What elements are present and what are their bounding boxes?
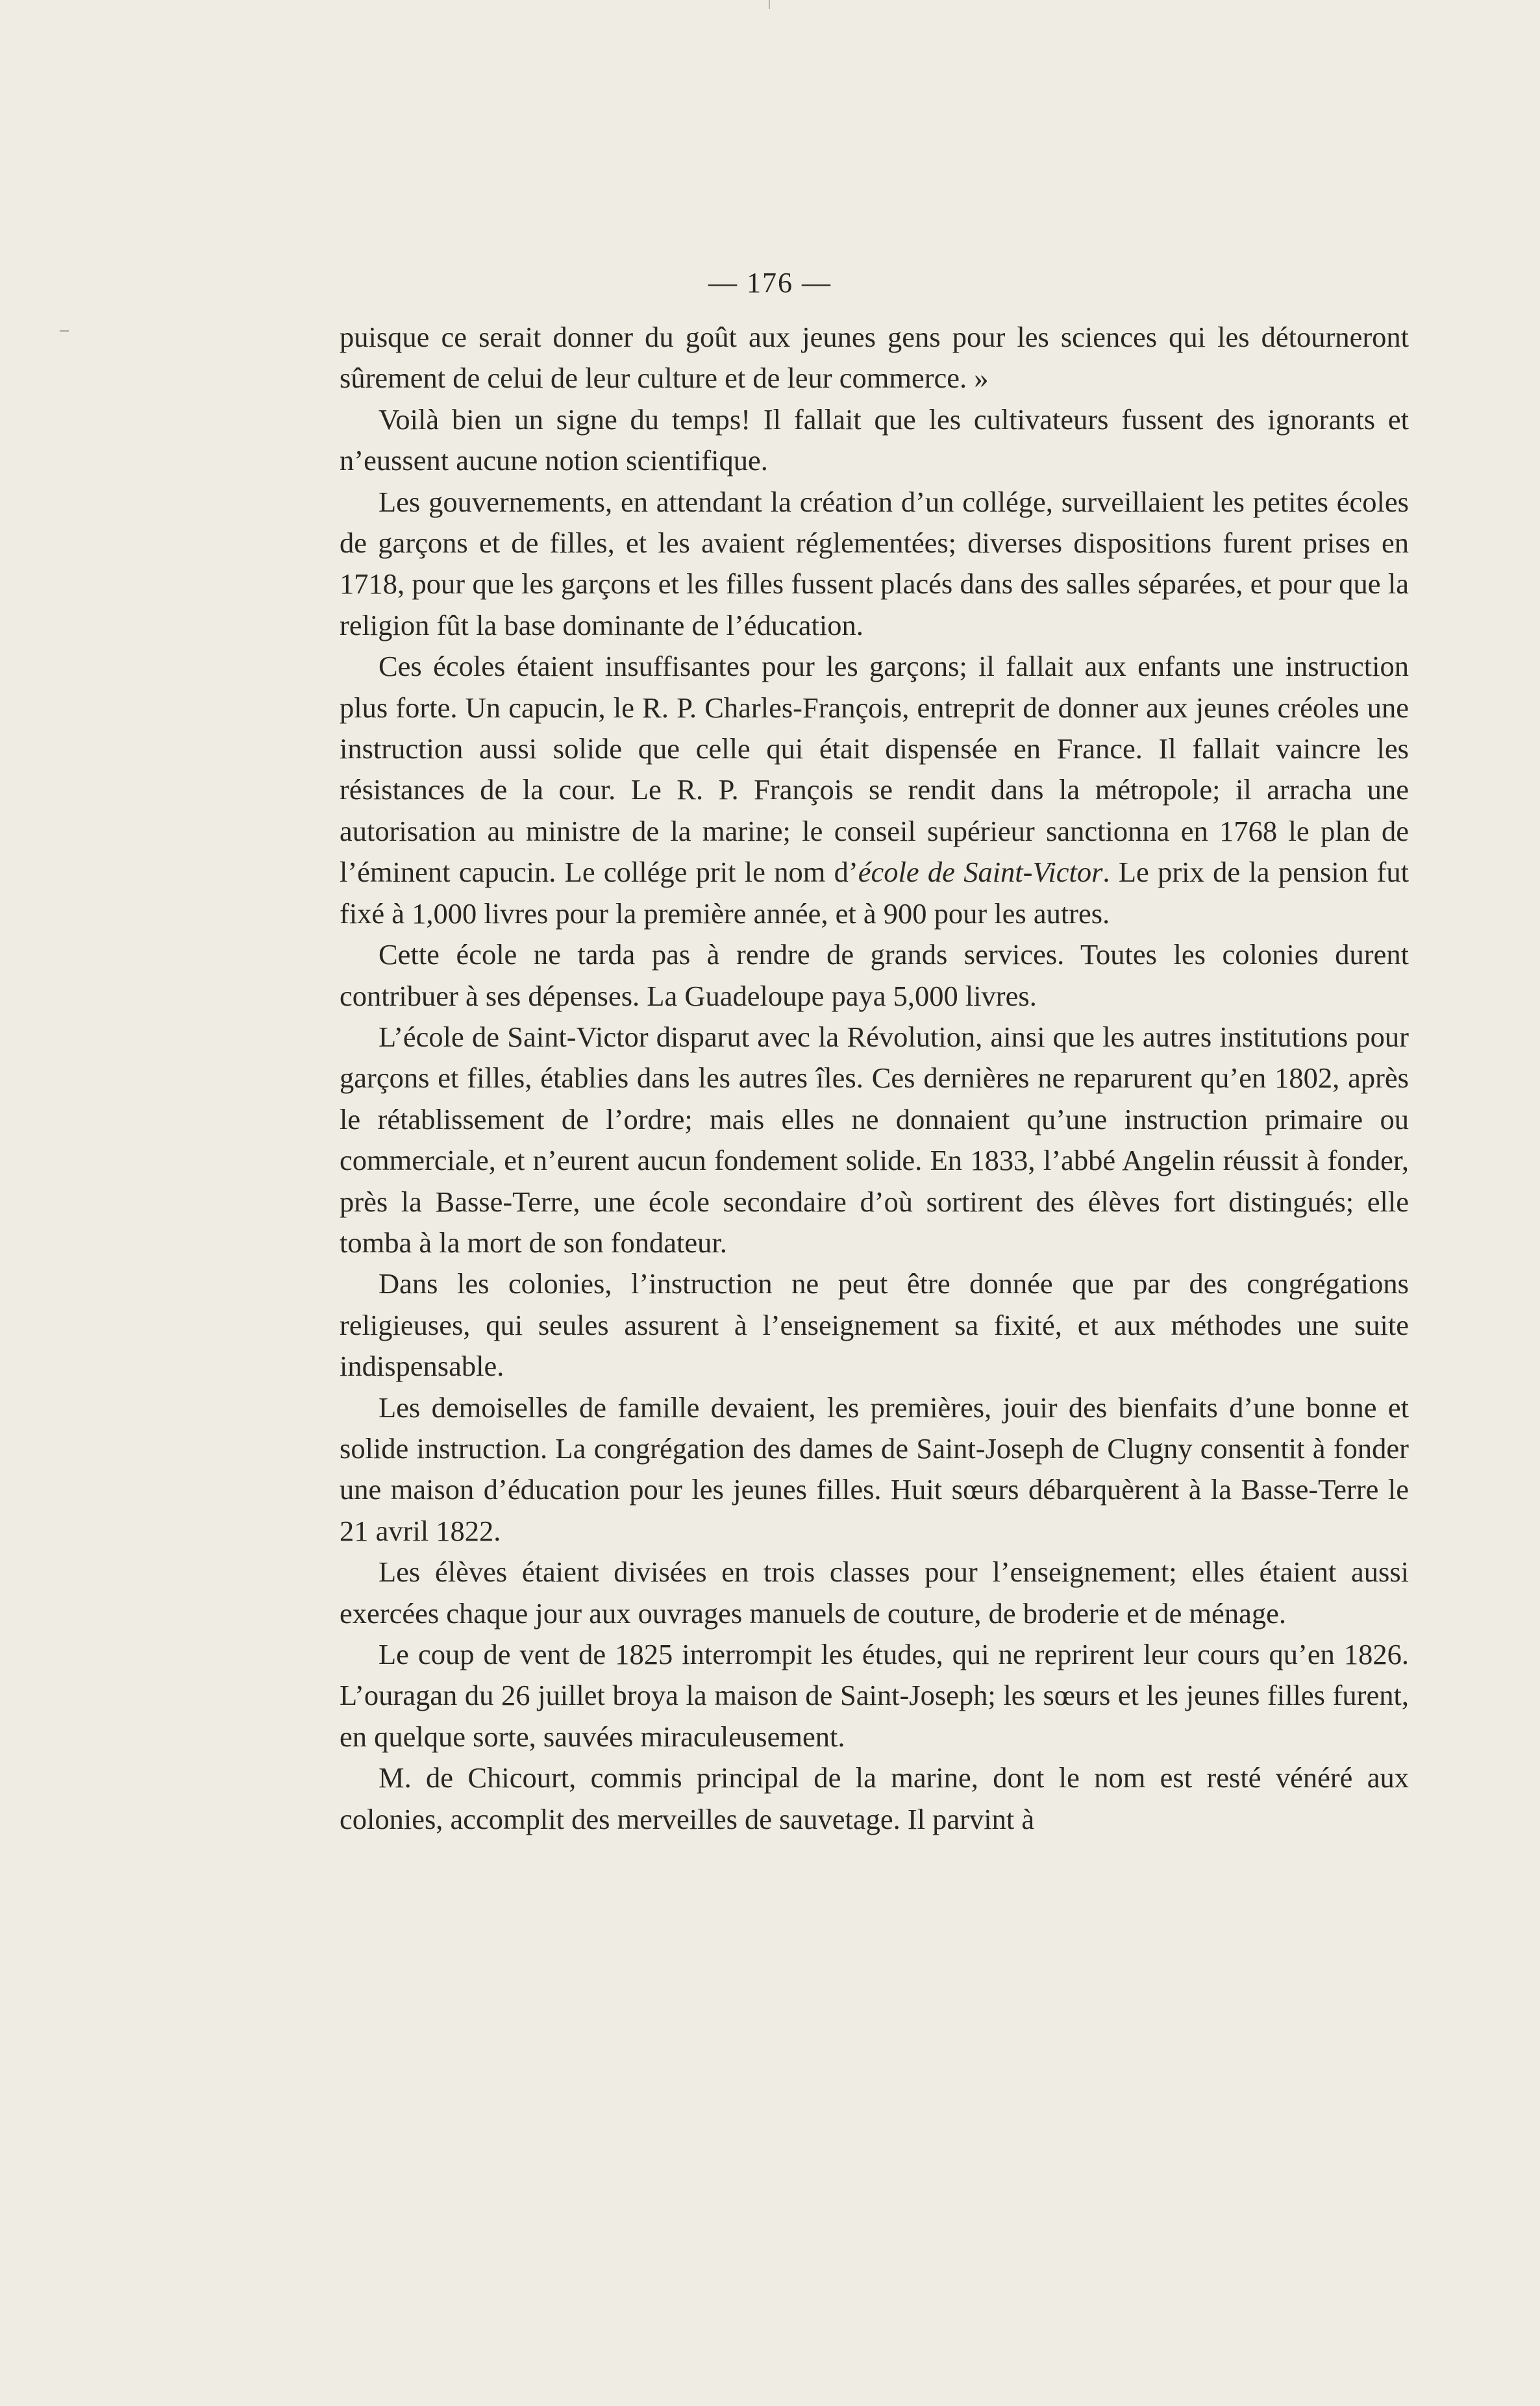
paragraph-2: Voilà bien un signe du temps! Il fallait que les cultivateurs fussent des ignorants et n’eussent aucune notion scientifique. [340, 403, 1409, 477]
paragraph-7: Dans les colonies, l’instruction ne peut être donnée que par des congrégations religieuses, qui seules assurent à l’enseignement sa fixité, et aux méthodes une suite indispensable. [340, 1267, 1409, 1383]
margin-mark-left [60, 330, 69, 332]
body-text [340, 317, 1409, 1840]
paragraph-4-text: Ces écoles étaient insuffisantes pour les garçons; il fallait aux enfants une instruction plus forte. Un capucin, le R. P. Charles-François, entreprit de donner aux jeunes créoles une instruction aussi solide que celle qui était dispensée en France. Il fallait vaincre les résistances de la cour. Le R. P. François se rendit dans la métropole; il arracha une autorisation au ministre de la marine; le conseil supérieur sanctionna en 1768 le plan de l’éminent capucin. [340, 650, 1409, 889]
paragraph-11: M. de Chicourt, commis principal de la marine, dont le nom est resté vénéré aux colonies, accomplit des merveilles de sauvetage. Il parvint à [340, 1761, 1409, 1835]
paragraph-9: Les élèves étaient divisées en trois classes pour l’enseignement; elles étaient aussi exercées chaque jour aux ouvrages manuels de couture, de broderie et de ménage. [340, 1556, 1409, 1630]
paragraph-10: Le coup de vent de 1825 interrompit les études, qui ne reprirent leur cours qu’en 1826. L’ouragan du 26 juillet broya la maison de Saint-Joseph; les sœurs et les jeunes filles furent, en quelque sorte, sauvées miraculeusement. [340, 1638, 1409, 1753]
paragraph-3: Les gouvernements, en attendant la création d’un collége, surveillaient les petites écoles de garçons et de filles, et les avaient réglementées; diverses dispositions furent prises en 1718, pour que les garçons et les filles fussent placés dans des salles séparées, et pour que la religion fût la base dominante de l’éducation. [340, 485, 1409, 641]
paragraph-1: puisque ce serait donner du goût aux jeunes gens pour les sciences qui les détourneront sûrement de celui de leur culture et de leur commerce. » [340, 321, 1409, 395]
school-name-italic: école de Saint-Victor [858, 856, 1103, 889]
paragraph-8: Les demoiselles de famille devaient, les premières, jouir des bienfaits d’une bonne et solide instruction. La congrégation des dames de Saint-Joseph de Clugny consentit à fonder une maison d’éducation pour les jeunes filles. Huit sœurs débarquèrent à la Basse-Terre le 21 avril 1822. [340, 1391, 1409, 1547]
paragraph-6: L’école de Saint-Victor disparut avec la Révolution, ainsi que les autres institutions pour garçons et filles, établies dans les autres îles. Ces dernières ne reparurent qu’en 1802, après le rétablissement de l’ordre; mais elles ne donnaient qu’une instruction primaire ou commerciale, et n’eurent aucun fondement solide. En 1833, l’abbé Angelin réussit à fonder, près la Basse-Terre, une école secondaire d’où sortirent des élèves fort distingués; elle tomba à la mort de son fondateur. [340, 1020, 1409, 1259]
page-number: — 176 — [708, 267, 832, 299]
margin-mark-top [769, 0, 770, 9]
paragraph-5: Cette école ne tarda pas à rendre de grands services. Toutes les colonies durent contribuer à ses dépenses. La Guadeloupe paya 5,000 livres. [340, 938, 1409, 1012]
paragraph-4-before-italic: Le collége prit le nom d’ [564, 856, 858, 889]
paragraph-4-after-italic: . Le prix de la pension fut fixé à 1,000 livres pour la première année, et à 900 pour les autres. [340, 856, 1409, 930]
paragraph-4 [340, 646, 1409, 934]
